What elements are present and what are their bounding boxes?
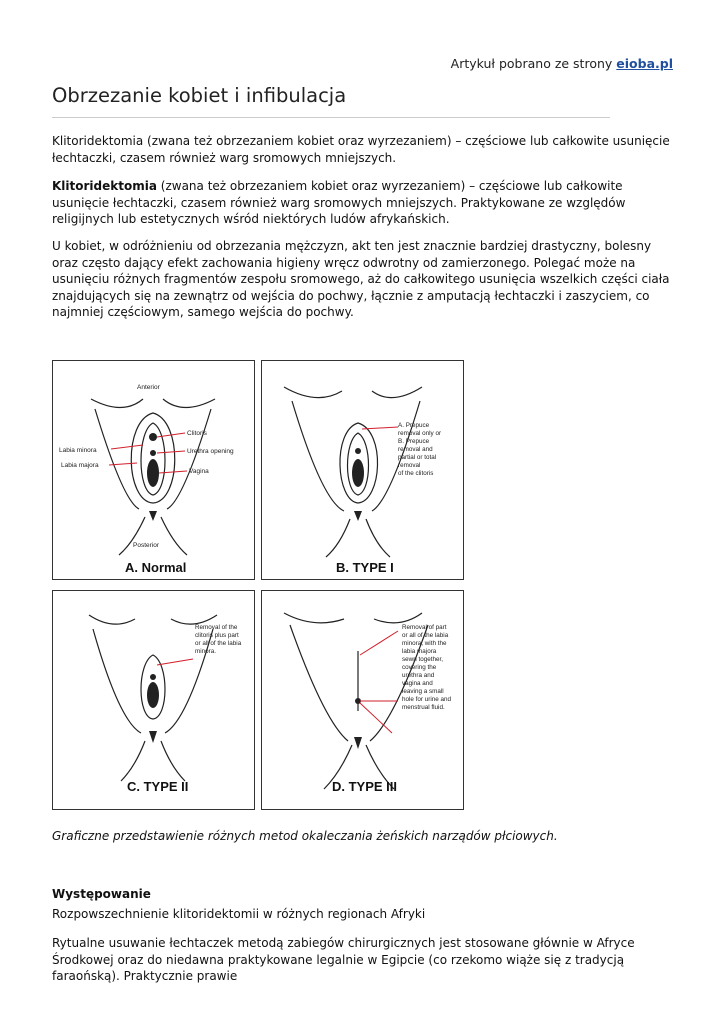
source-prefix: Artykuł pobrano ze strony (450, 56, 613, 71)
type3-note-line: or all of the labia (402, 632, 449, 639)
type3-note-line: Removal of part (402, 624, 447, 631)
page-title: Obrzezanie kobiet i infibulacja (52, 84, 347, 107)
type3-note-line: vagina and (402, 680, 433, 687)
type3-note-line: sewn together, (402, 656, 443, 663)
source-attribution (451, 56, 673, 71)
definition-line1: (zwana też obrzezaniem kobiet oraz wyrzezaniem) – częściowe lub całkowite (156, 179, 623, 193)
source-link[interactable]: eioba.pl (616, 56, 673, 71)
panel-c-title: C. TYPE II (127, 779, 189, 794)
label-labia-majora: Labia majora (61, 462, 99, 469)
label-labia-minora: Labia minora (59, 447, 97, 454)
panel-b-title: B. TYPE I (336, 560, 394, 575)
label-vagina: Vagina (189, 468, 209, 475)
definition-line2: usunięcie łechtaczki, czasem również warg sromowych mniejszych. Praktykowane ze względów religijnych lub estetycznych wśród niektórych ludów afrykańskich. (52, 195, 626, 226)
title-divider (52, 117, 610, 118)
panel-type-2 (52, 590, 255, 810)
type2-note-line: minora. (195, 648, 216, 655)
type1-note-line: A. Prepuce (398, 422, 430, 429)
figure-caption: Graficzne przedstawienie różnych metod okaleczania żeńskich narządów płciowych. (52, 829, 558, 843)
type2-note-line: Removal of the (195, 624, 238, 631)
intro-paragraph: Klitoridektomia (zwana też obrzezaniem kobiet oraz wyrzezaniem) – częściowe lub całkowite usunięcie łechtaczki, czasem również warg sromowych mniejszych. (52, 134, 670, 165)
type2-note-line: or all of the labia (195, 640, 242, 647)
type1-note-line: removal only or (398, 430, 442, 437)
definition-term: Klitoridektomia (52, 179, 157, 193)
label-anterior: Anterior (137, 384, 160, 391)
type3-note-line: urethra and (402, 672, 435, 679)
type3-note-line: minora, with the (402, 640, 447, 647)
type1-note-line: removal (398, 462, 421, 469)
type1-note-line: removal and (398, 446, 433, 453)
label-clitoris: Clitoris (187, 430, 207, 437)
label-urethra: Urethra opening (187, 448, 234, 455)
type3-note-line: menstrual fluid. (402, 704, 445, 711)
section-subtitle: Rozpowszechnienie klitoridektomii w różnych regionach Afryki (52, 907, 426, 921)
panel-type-3 (261, 590, 464, 810)
type3-note-line: covering the (402, 664, 437, 671)
section-paragraph: Rytualne usuwanie łechtaczek metodą zabiegów chirurgicznych jest stosowane głównie w Afryce Środkowej oraz do niedawna praktykowane legalnie w Egipcie (co rzekomo wiąże się z tradycją faraońską). Praktycznie prawie (52, 936, 635, 983)
comparison-paragraph: U kobiet, w odróżnieniu od obrzezania mężczyzn, akt ten jest znacznie bardziej drastyczny, bolesny oraz często dający efekt zachowania higieny wręcz odwrotny od zamierzonego. Polegać może na usunięciu różnych fragmentów zespołu sromowego, aż do całkowitego usunięcia wszelkich części ciała znajdujących się na zewnątrz od wejścia do pochwy, łącznie z amputacją łechtaczki i zaszyciem, co najmniej częściowym, samego wejścia do pochwy. (52, 239, 670, 319)
section-heading: Występowanie (52, 887, 151, 901)
type3-note-line: labia majora (402, 648, 437, 655)
panel-d-title: D. TYPE III (332, 779, 398, 794)
type1-note-line: partial or total (398, 454, 437, 461)
type3-note-line: leaving a small (402, 688, 444, 695)
panel-normal (52, 360, 255, 580)
type1-note-line: B. Prepuce (398, 438, 430, 445)
fgm-diagram-figure (52, 360, 468, 812)
panel-a-title: A. Normal (125, 560, 187, 575)
definition-paragraph (52, 178, 672, 228)
type3-note-line: hole for urine and (402, 696, 452, 703)
label-posterior: Posterior (133, 542, 160, 549)
panel-type-1 (261, 360, 464, 580)
type1-note-line: of the clitoris (398, 470, 434, 477)
type2-note-line: clitoris plus part (195, 632, 239, 639)
